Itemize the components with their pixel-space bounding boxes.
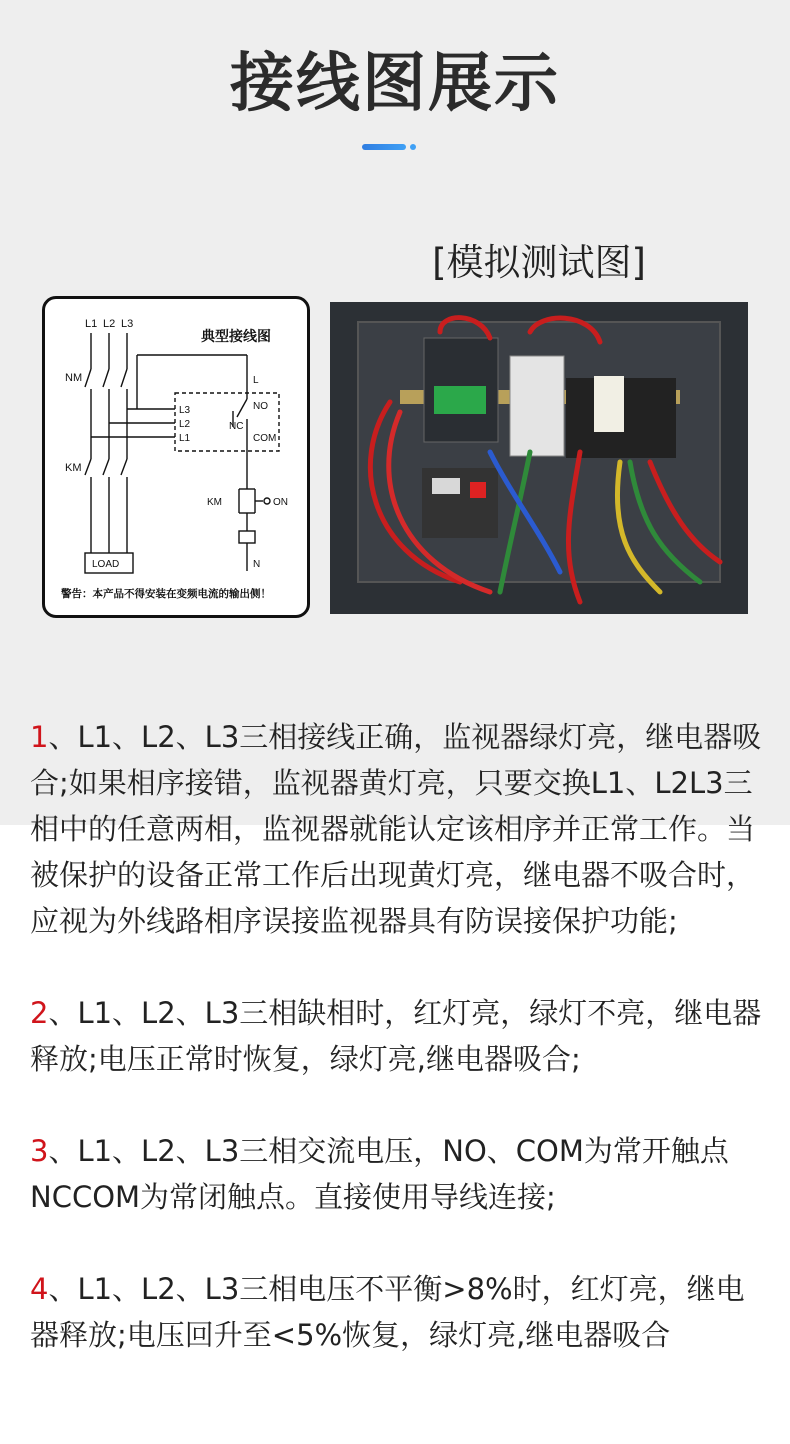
phase-lines <box>85 333 127 553</box>
nc-terminal: NC <box>229 421 244 432</box>
com-terminal: COM <box>253 433 277 444</box>
monitor-input-l1: L1 <box>179 433 191 444</box>
wiring-diagram <box>42 296 310 618</box>
diagram-title: 典型接线图 <box>201 328 271 344</box>
monitor-feed-lines <box>91 355 247 437</box>
title-underline <box>362 144 406 150</box>
phase-label-l3: L3 <box>121 318 134 330</box>
title-underline-dot <box>410 144 416 150</box>
km-coil-label: KM <box>207 497 222 508</box>
wiring-diagram-svg <box>45 299 307 615</box>
relay-contacts <box>233 355 247 465</box>
photo-caption: [模拟测试图] <box>432 241 646 284</box>
load-label: LOAD <box>92 559 120 570</box>
note-item <box>30 714 770 944</box>
note-number: 2 <box>30 996 49 1030</box>
monitor-input-l2: L2 <box>179 419 191 430</box>
note-text: 、L1、L2、L3三相缺相时，红灯亮，绿灯不亮，继电器释放;电压正常时恢复，绿灯亮,继电器吸合; <box>30 996 762 1076</box>
note-number: 3 <box>30 1134 49 1168</box>
no-terminal: NO <box>253 401 268 412</box>
note-text: 、L1、L2、L3三相接线正确，监视器绿灯亮，继电器吸合;如果相序接错，监视器黄灯亮，只要交换L1、L2L3三相中的任意两相，监视器就能认定该相序并正常工作。当被保护的设备正常工作后出现黄灯亮，继电器不吸合时，应视为外线路相序误接监视器具有防误接保护功能; <box>30 720 762 938</box>
diagram-warning: 警告：本产品不得安装在变频电流的输出侧！ <box>61 588 271 600</box>
notes-list <box>30 714 770 1404</box>
phase-label-l2: L2 <box>103 318 116 330</box>
note-item <box>30 1266 770 1358</box>
note-item <box>30 990 770 1082</box>
page-title: 接线图展示 <box>230 47 560 121</box>
note-item <box>30 1128 770 1220</box>
km-label: KM <box>65 462 82 474</box>
phase-label-l1: L1 <box>85 318 98 330</box>
control-circuit <box>239 465 270 571</box>
note-text: 、L1、L2、L3三相交流电压，NO、COM为常开触点NCCOM为常闭触点。直接使用导线连接; <box>30 1134 729 1214</box>
test-photo <box>330 302 748 614</box>
on-label: ON <box>273 497 288 508</box>
note-number: 1 <box>30 720 49 754</box>
note-number: 4 <box>30 1272 49 1306</box>
monitor-input-l3: L3 <box>179 405 191 416</box>
note-text: 、L1、L2、L3三相电压不平衡>8%时，红灯亮，继电器释放;电压回升至<5%恢复，绿灯亮,继电器吸合 <box>30 1272 745 1352</box>
test-photo-illustration <box>330 302 748 614</box>
l-terminal: L <box>253 375 259 386</box>
n-terminal: N <box>253 559 261 570</box>
nm-label: NM <box>65 372 83 384</box>
